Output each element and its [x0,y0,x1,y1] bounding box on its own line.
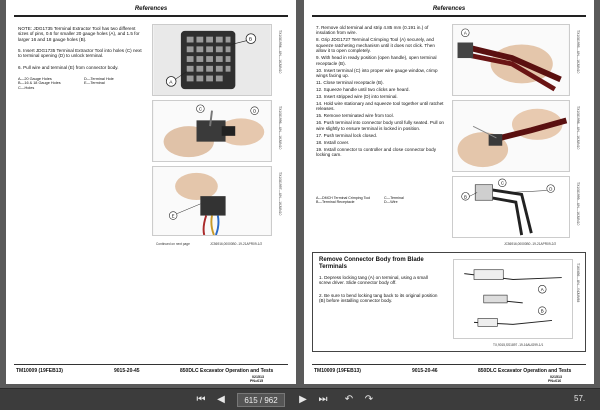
step-18: 18. Install cover. [316,139,350,145]
sec-fig-code: T160456—UN—04JUN98 [576,263,580,303]
legend-c: C—Holes [18,85,35,90]
last-page-icon[interactable]: ⏭ [318,394,328,405]
footer-page-num: 9015-20-45 [114,368,140,374]
footer-divider [14,364,288,365]
svg-text:D: D [253,108,257,114]
legend-right-col [384,196,434,204]
footer-date: 021513 [550,375,562,379]
figure-pull-wire [152,166,272,236]
next-page-icon[interactable]: ▶ [299,394,307,405]
legend-b: B—16 & 18 Gauge Holes [18,81,61,86]
step-15: 15. Remove terminated wire from tool. [316,113,394,119]
footer-manual-id: TM10009 (19FEB13) [314,368,361,374]
footer-title: 850DLC Excavator Operation and Tests [180,368,274,374]
step-8: 8. Grip JDG1727 Terminal Crimping Tool (A) securely, and squeeze ratcheting mechanism until it does not click. Then allow it to open completely. [316,37,435,54]
fig-code-a: TX1081995—UN—16JUN10 [576,30,580,74]
figure-blade-terminal [453,259,573,339]
svg-text:C: C [198,106,203,112]
section-ref: TX,9015,SS1897 -19-16AUG99-1/1 [493,343,544,347]
note-text: NOTE: JDG1735 Terminal Extractor Tool has two different sizes of pins, 0.6 for smaller 20 gauge holes (A), and 1.5 for larger 16 and 18 gauge holes (B). [18,26,140,42]
step-14: 14. Hold wire stationary and squeeze tool together until ratchet releases. [316,101,444,112]
fig-code-2: TX1081996—UN—16JUN10 [278,106,282,150]
fig-code-1: TX1081994—UN—16JUN10 [278,30,282,74]
figure-crimp-diagram [452,176,570,238]
footer-pn: PN=616 [548,379,562,383]
legend-b: B—Terminal Receptacle [316,200,355,205]
legend-e: E—Terminal [84,81,105,86]
svg-text:A: A [540,287,544,293]
step-7: 7. Remove old terminal and strip 4.85 mm (0.191 in.) of insulation from wire. [316,25,429,36]
svg-text:A: A [463,30,467,36]
section-step-1: 1. Depress locking tang (A) on terminal, using a small screw driver. Slide connector body off. [319,275,428,286]
section-step-2: 2. Be sure to bend locking tang back to its original position (B) before installing connector body. [319,293,438,304]
step-19: 19. Install connector to controller and close connector body locking cam. [316,146,437,158]
fig-code-b: TX1081998—UN—16JUN10 [576,106,580,150]
legend-d: D—Wire [384,200,398,205]
page-header [312,6,586,17]
forward-icon[interactable]: ↷ [364,394,374,405]
footer-page-num: 9015-20-46 [412,368,438,374]
footer-title: 850DLC Excavator Operation and Tests [478,368,572,374]
step-17: 17. Push terminal lock closed. [316,132,378,138]
step-10: 10. Insert terminal (C) into proper wire gauge window, crimp wings facing up. [316,67,438,79]
step-13: 13. Insert stripped wire (D) into terminal. [316,94,398,100]
footer-divider [312,364,586,365]
first-page-icon[interactable]: ⏮ [196,394,206,405]
legend-left-col [18,77,78,90]
figure-extractor-tool [152,100,272,162]
step-12: 12. Squeeze handle until two clicks are heard. [316,87,410,93]
page-header [14,6,288,17]
figure-connector-face [152,24,272,96]
prev-page-icon[interactable]: ◀ [217,394,225,405]
step-6: 6. Pull wire and terminal (E) from connector body. [18,65,119,70]
fig-code-3: TX1081997—UN—16JUN10 [278,172,282,216]
legend-d: D—Terminal Hole [84,77,114,81]
legend-left-col [316,196,380,204]
svg-text:B: B [540,308,544,314]
header-title: References [134,6,168,12]
figure-ref: JC56916,00000B0 -19-21APR09-2/2 [504,242,557,246]
fig-code-c: TX1081999—UN—16JUN10 [576,182,580,226]
footer-manual-id: TM10009 (19FEB13) [16,368,63,374]
footer-pn: PN=615 [250,379,264,383]
step-16: 16. Push terminal into connector body until fully seated. Pull on wire slightly to ensure terminal is locked in position. [316,120,444,131]
legend-c: C—Terminal [384,196,404,200]
section-title: Remove Connector Body from Blade Terminals [319,257,424,270]
svg-text:A: A [169,80,173,86]
continued-note: Continued on next page [156,242,190,246]
figure-ref: JC56916,00000B0 -19-21APR09-1/2 [210,242,263,246]
footer-date: 021513 [252,375,264,379]
page-616 [304,0,594,384]
svg-text:E: E [171,213,175,219]
step-9: 9. With head in ready position (open handle), open terminal receptacle (B). [316,55,437,66]
svg-text:D: D [549,186,553,192]
legend-right-col [84,77,144,86]
svg-text:C: C [500,180,504,186]
back-icon[interactable]: ↶ [344,394,354,405]
section-remove-connector-body [312,252,586,352]
svg-text:B: B [464,194,467,200]
page-number-input[interactable] [237,393,285,407]
step-5: 5. Insert JDG1735 Terminal Extractor Tool into holes (C) next to terminal opening (D) to unlock terminal. [18,48,142,59]
figure-crimp-insert [452,100,570,172]
header-title: References [432,6,466,12]
zoom-level[interactable]: 57. [574,394,586,403]
legend-a: A—20 Gauge Holes [18,77,52,81]
page-615 [6,0,296,384]
step-11: 11. Close terminal receptacle (B). [316,80,384,86]
viewer-toolbar [0,388,600,410]
svg-text:B: B [248,37,253,43]
steps-list [316,25,446,159]
figure-crimp-tool [452,24,570,96]
legend-a: A—DMCH Terminal Crimping Tool [316,196,371,200]
